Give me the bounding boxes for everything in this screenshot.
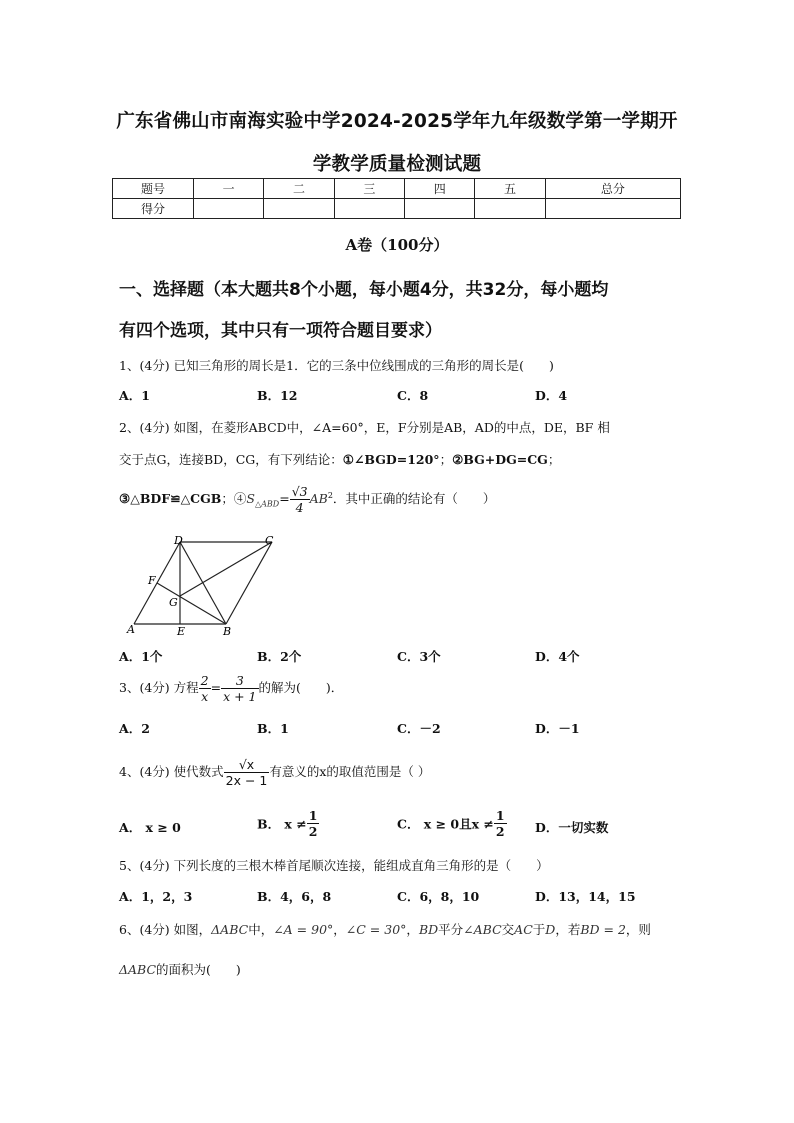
q2-conclusion-1: ①∠BGD=120° bbox=[342, 452, 440, 467]
q2-rhombus-figure bbox=[122, 532, 282, 638]
q4-option-a[interactable]: A． x ≥ 0 bbox=[119, 820, 181, 835]
q5-option-d[interactable]: D．13，14，15 bbox=[535, 889, 636, 904]
q6-text-part: ，若 bbox=[555, 922, 581, 937]
q4-prefix: 4、(4分) 使代数式 bbox=[119, 764, 224, 779]
q2-ab: AB bbox=[309, 491, 328, 506]
q2-option-a[interactable]: A．1个 bbox=[119, 649, 163, 664]
q4-option-c-half bbox=[494, 808, 507, 839]
q3-option-d[interactable]: D．－1 bbox=[535, 721, 580, 736]
q2-text-line1: 2、(4分) 如图，在菱形ABCD中，∠A=60°，E，F分别是AB，AD的中点，DE，BF 相 bbox=[119, 420, 610, 435]
score-row-label: 得分 bbox=[113, 199, 194, 219]
q4-option-b-half-num: 1 bbox=[308, 808, 318, 823]
q4-option-b[interactable] bbox=[257, 808, 319, 839]
q6-triangle-2: ΔABC bbox=[119, 962, 157, 977]
q4-option-b-half-den: 2 bbox=[308, 824, 318, 839]
q2-fraction bbox=[290, 484, 310, 515]
label-e: E bbox=[177, 625, 186, 638]
q3-fraction-1-num: 2 bbox=[200, 673, 209, 688]
q2-text-line2 bbox=[119, 450, 560, 468]
q6-angle-c: ∠C = 30° bbox=[345, 922, 407, 937]
score-cell[interactable] bbox=[194, 199, 264, 219]
q6-text-part: ， bbox=[406, 922, 419, 937]
q2-conclusion-2: ②BG+DG=CG bbox=[452, 452, 548, 467]
q2-separator: ； bbox=[439, 452, 453, 467]
page-title-line1: 广东省佛山市南海实验中学2024-2025学年九年级数学第一学期开 bbox=[116, 111, 678, 132]
q2-option-b[interactable]: B．2个 bbox=[257, 649, 302, 664]
q1-text: 1、(4分) 已知三角形的周长是1．它的三条中位线围成的三角形的周长是( ) bbox=[119, 358, 554, 373]
score-cell[interactable] bbox=[264, 199, 334, 219]
q3-fraction-2-den: x + 1 bbox=[223, 689, 257, 704]
q2-equals: = bbox=[279, 491, 290, 506]
q6-bd-value: BD = 2 bbox=[580, 922, 626, 937]
label-g: G bbox=[169, 596, 178, 609]
score-header-cell: 题号 bbox=[113, 179, 194, 199]
q1-option-b[interactable]: B．12 bbox=[257, 388, 298, 403]
q2-line2-end: ； bbox=[547, 452, 561, 467]
q3-fraction-2-num: 3 bbox=[221, 673, 258, 689]
label-f: F bbox=[148, 574, 156, 587]
q2-option-d[interactable]: D．4个 bbox=[535, 649, 580, 664]
part-a-heading: A卷（100分） bbox=[345, 236, 449, 254]
score-cell[interactable] bbox=[545, 199, 680, 219]
q6-prefix: 6、(4分) 如图， bbox=[119, 922, 212, 937]
score-header-cell: 二 bbox=[264, 179, 334, 199]
q4-option-b-label: B． x ≠ bbox=[257, 816, 307, 832]
score-header-cell: 总分 bbox=[545, 179, 680, 199]
q6-bd: BD bbox=[418, 922, 439, 937]
q2-text-line2-start: 交于点G，连接BD，CG，有下列结论： bbox=[119, 452, 343, 467]
q1-option-a[interactable]: A．1 bbox=[119, 388, 150, 403]
q4-option-c-label: C． x ≥ 0且x ≠ bbox=[397, 816, 494, 832]
q5-option-b[interactable]: B．4，6，8 bbox=[257, 889, 332, 904]
q6-text-part: 中， bbox=[248, 922, 274, 937]
q5-option-a[interactable]: A．1，2，3 bbox=[119, 889, 193, 904]
q2-fraction-num: √3 bbox=[291, 484, 308, 499]
q3-fraction-1 bbox=[199, 673, 211, 704]
q2-conclusion-3: ③△BDF≌△CGB bbox=[119, 491, 222, 506]
q5-text: 5、(4分) 下列长度的三根木棒首尾顺次连接，能组成直角三角形的是（ ） bbox=[119, 858, 549, 873]
q3-prefix: 3、(4分) 方程 bbox=[119, 680, 199, 695]
q3-option-c[interactable]: C．－2 bbox=[397, 721, 441, 736]
score-table-score-row bbox=[113, 199, 681, 219]
label-c: C bbox=[265, 534, 274, 547]
q4-suffix: 有意义的x的取值范围是（ ） bbox=[269, 764, 431, 779]
q3-option-b[interactable]: B．1 bbox=[257, 721, 289, 736]
label-a: A bbox=[127, 623, 135, 636]
score-cell[interactable] bbox=[334, 199, 404, 219]
q6-text-line1 bbox=[119, 920, 651, 938]
q5-option-c[interactable]: C．6，8，10 bbox=[397, 889, 480, 904]
q6-text-part: 平分 bbox=[438, 922, 464, 937]
q2-area-symbol: S bbox=[246, 491, 255, 506]
q6-text-line2 bbox=[119, 960, 241, 978]
q4-option-c-half-num: 1 bbox=[495, 808, 505, 823]
q6-triangle: ΔABC bbox=[211, 922, 249, 937]
q2-text-line3 bbox=[119, 484, 495, 515]
q4-option-b-half bbox=[307, 808, 320, 839]
q6-ac: AC bbox=[514, 922, 533, 937]
q2-line3-tail: ．其中正确的结论有（ ） bbox=[332, 491, 496, 506]
label-d: D bbox=[174, 534, 183, 547]
score-cell[interactable] bbox=[405, 199, 475, 219]
q6-angle-abc: ∠ABC bbox=[463, 922, 502, 937]
score-table-header-row bbox=[113, 179, 681, 199]
q2-ab-squared: 2 bbox=[327, 490, 333, 500]
q4-option-c[interactable] bbox=[397, 808, 507, 839]
score-cell[interactable] bbox=[475, 199, 545, 219]
q3-equals: = bbox=[210, 680, 222, 695]
q6-text-part: 于 bbox=[532, 922, 546, 937]
q6-angle-a: ∠A = 90° bbox=[273, 922, 334, 937]
score-header-cell: 五 bbox=[475, 179, 545, 199]
q3-option-a[interactable]: A．2 bbox=[119, 721, 150, 736]
q2-conclusion-4-prefix: ；④ bbox=[221, 491, 247, 506]
edge-cb bbox=[226, 542, 272, 624]
q6-text-part: 交 bbox=[501, 922, 515, 937]
q4-fraction-den: 2x − 1 bbox=[225, 773, 268, 788]
q4-fraction bbox=[224, 757, 270, 788]
q3-text bbox=[119, 673, 343, 704]
q4-text bbox=[119, 757, 430, 788]
q6-text-part: ，则 bbox=[625, 922, 651, 937]
score-header-cell: 一 bbox=[194, 179, 264, 199]
q2-option-c[interactable]: C．3个 bbox=[397, 649, 441, 664]
segment-gc bbox=[180, 542, 272, 596]
q4-fraction-num: √x bbox=[224, 757, 270, 773]
q4-option-c-half-den: 2 bbox=[495, 824, 505, 839]
q3-suffix: 的解为( )． bbox=[258, 680, 344, 695]
label-b: B bbox=[223, 625, 232, 638]
q2-fraction-den: 4 bbox=[295, 500, 304, 515]
page-title-line2: 学教学质量检测试题 bbox=[312, 154, 482, 175]
q3-fraction-1-den: x bbox=[201, 689, 209, 704]
q6-point-d: D bbox=[545, 922, 556, 937]
score-table bbox=[112, 178, 681, 219]
score-header-cell: 四 bbox=[405, 179, 475, 199]
q4-option-d[interactable]: D．一切实数 bbox=[535, 820, 609, 835]
q1-option-c[interactable]: C．8 bbox=[397, 388, 429, 403]
q2-area-subscript: △ABD bbox=[254, 499, 280, 509]
section1-heading-line2: 有四个选项，其中只有一项符合题目要求） bbox=[119, 321, 442, 341]
q6-question-end: 的面积为( ) bbox=[156, 962, 241, 977]
q6-text-part: ， bbox=[333, 922, 346, 937]
section1-heading-line1: 一、选择题（本大题共8个小题，每小题4分，共32分，每小题均 bbox=[119, 280, 609, 300]
score-header-cell: 三 bbox=[334, 179, 404, 199]
q1-option-d[interactable]: D．4 bbox=[535, 388, 568, 403]
q3-fraction-2 bbox=[221, 673, 258, 704]
